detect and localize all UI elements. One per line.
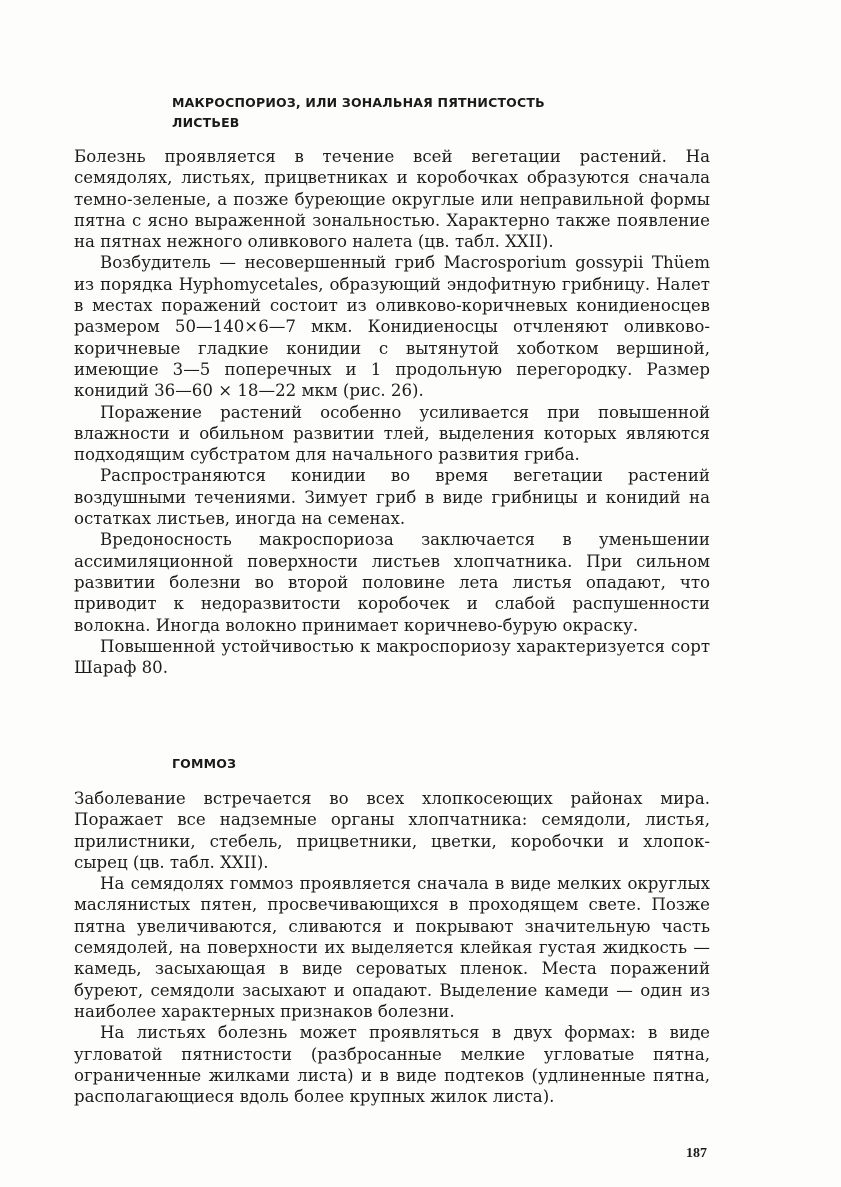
paragraph: Заболевание встречается во всех хлопкосеющих районах мира. Поражает все надземные органы хлопчатника: семядоли, листья, прилистники, стебель, прицветники, цветки, коробочки и хлопок-сырец (цв. табл. XXII). (74, 789, 710, 872)
heading-line-1: ГОММОЗ (172, 756, 237, 771)
heading-line-1: МАКРОСПОРИОЗ, ИЛИ ЗОНАЛЬНАЯ ПЯТНИСТОСТЬ (172, 95, 545, 110)
section-body-macrosporiosis (74, 146, 710, 678)
section-body-gummosis (74, 788, 710, 1107)
heading-line-2: ЛИСТЬЕВ (172, 115, 240, 130)
paragraph: Возбудитель — несовершенный гриб Macrosporium gossypii Thüem из порядка Hyphomycetales, образующий эндофитную грибницу. Налет в местах поражений состоит из оливково-коричневых конидиеносцев размером 50—140×6—7 мкм. Конидиеносцы отчленяют оливково-коричневые гладкие конидии с вытянутой хоботком вершиной, имеющие 3—5 поперечных и 1 продольную перегородку. Размер конидий 36—60 × 18—22 мкм (рис. 26). (74, 253, 710, 401)
section-heading-macrosporiosis (172, 93, 545, 133)
paragraph: На семядолях гоммоз проявляется сначала в виде мелких округлых маслянистых пятен, просвечивающихся в проходящем свете. Позже пятна увеличиваются, сливаются и покрывают значительную часть семядолей, на поверхности их выделяется клейкая густая жидкость — камедь, засыхающая в виде сероватых пленок. Места поражений буреют, семядоли засыхают и опадают. Выделение камеди — один из наиболее характерных признаков болезни. (74, 874, 710, 1021)
paragraph: На листьях болезнь может проявляться в двух формах: в виде угловатой пятнистости (разбросанные мелкие угловатые пятна, ограниченные жилками листа) и в виде подтеков (удлиненные пятна, располагающиеся вдоль более крупных жилок листа). (74, 1023, 710, 1107)
paragraph: Вредоносность макроспориоза заключается в уменьшении ассимиляционной поверхности листьев хлопчатника. При сильном развитии болезни во второй половине лета листья опадают, что приводит к недоразвитости коробочек и слабой распушенности волокна. Иногда волокно принимает коричнево-бурую окраску. (74, 530, 710, 635)
page-number: 187 (686, 1146, 707, 1161)
paragraph: Болезнь проявляется в течение всей вегетации растений. На семядолях, листьях, прицветниках и коробочках образуются сначала темно-зеленые, а позже буреющие округлые или неправильной формы пятна с ясно выраженной зональностью. Характерно также появление на пятнах нежного оливкового налета (цв. табл. XXII). (74, 147, 710, 252)
paragraph: Повышенной устойчивостью к макроспориозу характеризуется сорт Шараф 80. (74, 636, 710, 678)
paragraph: Поражение растений особенно усиливается при повышенной влажности и обильном развитии тлей, выделения которых являются подходящим субстратом для начального развития гриба. (74, 402, 710, 465)
section-heading-gummosis (172, 754, 236, 774)
paragraph: Распространяются конидии во время вегетации растений воздушными течениями. Зимует гриб в виде грибницы и конидий на остатках листьев, иногда на семенах. (74, 466, 710, 529)
